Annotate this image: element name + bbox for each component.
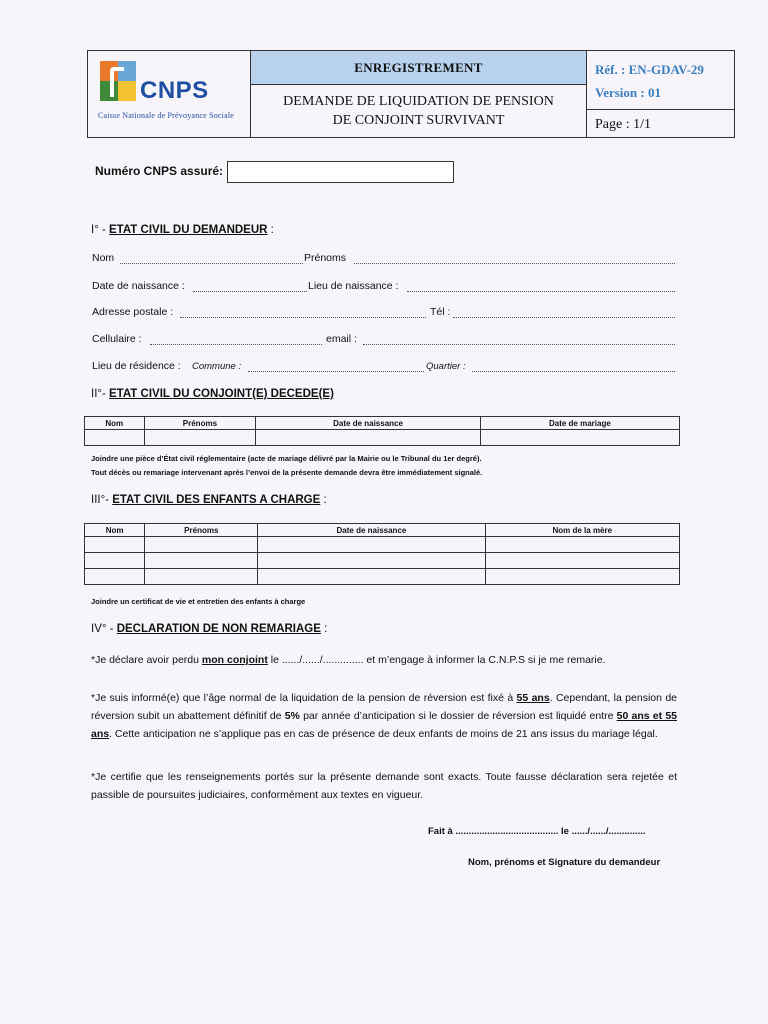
table-cell[interactable] <box>256 430 481 446</box>
table-cell[interactable] <box>145 537 258 553</box>
table-cell[interactable] <box>85 569 145 585</box>
enfants-note: Joindre un certificat de vie et entretien des enfants à charge <box>91 597 306 606</box>
column-header: Date de naissance <box>256 417 481 430</box>
section1-heading: I° - ETAT CIVIL DU DEMANDEUR : <box>91 224 274 236</box>
reference-cell <box>587 51 734 137</box>
declaration-paragraph-2: *Je suis informé(e) que l’âge normal de la liquidation de la pension de réversion est fixé à 55 ans. Cependant, la pension de réversion subit un abattement définitif de 5% par année d’anticipation si le dossier de réversion est liquidé entre 50 ans et 55 ans. Cette anticipation ne s’applique pas en cas de présence de deux enfants de moins de 21 ans issus du mariage légal. <box>91 692 677 740</box>
table-row <box>85 553 680 569</box>
table-row <box>85 430 680 446</box>
table-row <box>85 569 680 585</box>
fait-a-line: Fait à ....................................... le ....../....../.............. <box>428 826 646 837</box>
lieu-naissance-field[interactable] <box>407 291 675 292</box>
table-cell[interactable] <box>85 537 145 553</box>
nom-label: Nom <box>92 252 115 264</box>
table-cell[interactable] <box>480 430 679 446</box>
table-cell[interactable] <box>145 569 258 585</box>
table-header-row <box>85 524 680 537</box>
category-label: ENREGISTREMENT <box>251 51 586 85</box>
tel-field[interactable] <box>453 317 675 318</box>
quartier-label: Quartier : <box>426 361 466 372</box>
column-header: Nom <box>85 524 145 537</box>
column-header: Prénoms <box>144 417 256 430</box>
table-header-row <box>85 417 680 430</box>
table-cell[interactable] <box>258 553 485 569</box>
table-cell[interactable] <box>485 537 679 553</box>
table-cell[interactable] <box>258 569 485 585</box>
section3-heading: III°- ETAT CIVIL DES ENFANTS A CHARGE : <box>91 494 327 506</box>
signature-label: Nom, prénoms et Signature du demandeur <box>468 857 661 868</box>
page-number: Page : 1/1 <box>595 117 651 132</box>
conjoint-table <box>84 416 680 446</box>
conjoint-note-2: Tout décès ou remariage intervenant après l’envoi de la présente demande devra être immédiatement signalé. <box>91 468 483 477</box>
logo-subtitle: Caisse Nationale de Prévoyance Sociale <box>98 111 234 120</box>
table-cell[interactable] <box>258 537 485 553</box>
logo-text: CNPS <box>140 77 209 104</box>
adresse-label: Adresse postale : <box>92 306 174 318</box>
section2-heading: II°- ETAT CIVIL DU CONJOINT(E) DECEDE(E) <box>91 388 334 400</box>
table-cell[interactable] <box>485 553 679 569</box>
date-naissance-label: Date de naissance : <box>92 280 185 292</box>
cellulaire-label: Cellulaire : <box>92 333 142 345</box>
version-label: Version : 01 <box>595 85 661 100</box>
numero-cnps-label: Numéro CNPS assuré: <box>95 164 224 178</box>
cnps-logo-icon <box>100 61 136 101</box>
lieu-naissance-label: Lieu de naissance : <box>308 280 399 292</box>
form-title <box>251 85 586 137</box>
column-header: Nom de la mère <box>485 524 679 537</box>
column-header: Nom <box>85 417 145 430</box>
table-cell[interactable] <box>85 430 145 446</box>
column-header: Prénoms <box>145 524 258 537</box>
logo-cell <box>88 51 251 137</box>
prenoms-label: Prénoms <box>304 252 347 264</box>
email-label: email : <box>326 333 357 345</box>
table-cell[interactable] <box>85 553 145 569</box>
numero-cnps-input[interactable] <box>227 161 454 183</box>
column-header: Date de mariage <box>480 417 679 430</box>
title-cell <box>251 51 587 137</box>
declaration-paragraph-1: *Je déclare avoir perdu mon conjoint le ....../....../.............. et m’engage à informer la C.N.P.S si je me remarie. <box>91 654 606 666</box>
reference-code: Réf. : EN-GDAV-29 <box>595 62 704 77</box>
table-cell[interactable] <box>145 553 258 569</box>
form-title-line1: DEMANDE DE LIQUIDATION DE PENSION <box>283 94 554 109</box>
commune-field[interactable] <box>248 371 424 372</box>
quartier-field[interactable] <box>472 371 675 372</box>
column-header: Date de naissance <box>258 524 485 537</box>
prenoms-field[interactable] <box>354 263 675 264</box>
declaration-paragraph-3: *Je certifie que les renseignements portés sur la présente demande sont exacts. Toute fausse déclaration sera rejetée et passible de poursuites judiciaires, conformément aux textes en vigueur. <box>91 771 677 801</box>
residence-label: Lieu de résidence : <box>92 360 181 372</box>
cellulaire-field[interactable] <box>150 344 322 345</box>
section4-heading: IV° - DECLARATION DE NON REMARIAGE : <box>91 623 328 635</box>
conjoint-note-1: Joindre une pièce d’État civil réglementaire (acte de mariage délivré par la Mairie ou le Tribunal du 1er degré). <box>91 454 482 463</box>
date-naissance-field[interactable] <box>193 291 307 292</box>
nom-field[interactable] <box>120 263 303 264</box>
adresse-field[interactable] <box>180 317 426 318</box>
enfants-table <box>84 523 680 585</box>
tel-label: Tél : <box>430 306 451 318</box>
table-cell[interactable] <box>485 569 679 585</box>
email-field[interactable] <box>363 344 675 345</box>
form-title-line2: DE CONJOINT SURVIVANT <box>332 113 505 128</box>
commune-label: Commune : <box>192 361 242 372</box>
table-row <box>85 537 680 553</box>
table-cell[interactable] <box>144 430 256 446</box>
form-header <box>87 50 735 138</box>
